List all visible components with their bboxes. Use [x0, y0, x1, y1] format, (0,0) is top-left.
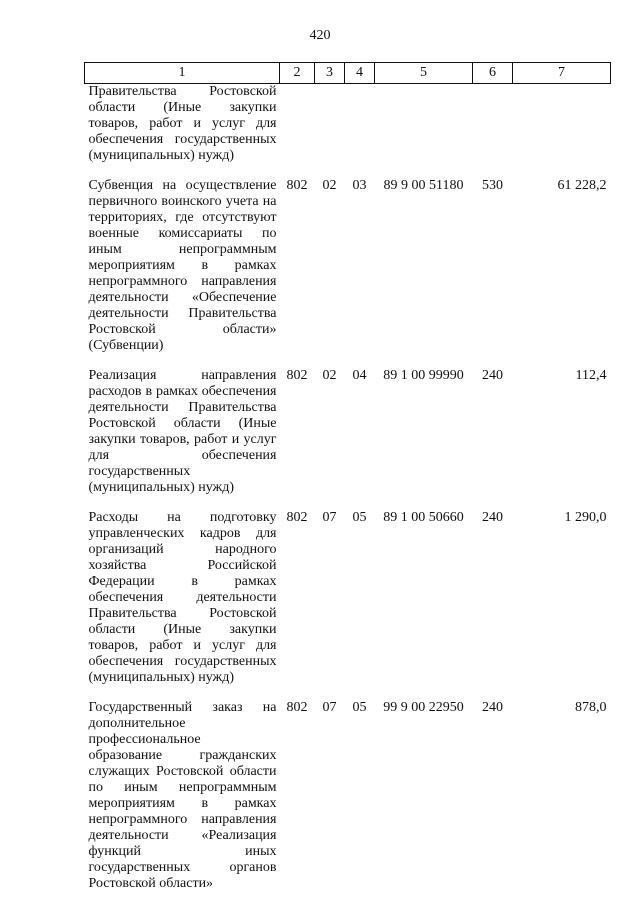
expense-type-code: 240: [482, 368, 503, 383]
table-row: [85, 178, 611, 368]
section-code: 07: [322, 510, 337, 525]
table-row: [85, 700, 611, 906]
budget-table: [84, 62, 611, 906]
expense-name: Реализация направления расходов в рамках обеспечения деятельности Правительства Ростовской области (Иные закупки товаров, работ и услуг для обеспечения государственных (муниципальных) нужд): [88, 368, 277, 495]
expense-name: Расходы на подготовку управленческих кадров для организаций народного хозяйства Российской Федерации в рамках обеспечения деятельности Правительства Ростовской области (Иные закупки товаров, работ и услуг для обеспечения государственных (муниципальных) нужд): [88, 510, 277, 685]
table-row-continuation: [85, 84, 611, 179]
column-header: 3: [315, 63, 345, 84]
column-header: 5: [375, 63, 473, 84]
table-row: [85, 510, 611, 700]
section-code: 02: [322, 178, 337, 193]
expense-name: Субвенция на осуществление первичного воинского учета на территориях, где отсутствуют военные комиссариаты по иным непрограммным мероприятиям в рамках непрограммного направления деятельности «Обеспечение деятельности Правительства Ростовской области» (Субвенции): [88, 178, 277, 353]
amount: 878,0: [575, 700, 607, 715]
subsection-code: 05: [352, 510, 367, 525]
target-article-code: 99 9 00 22950: [383, 700, 464, 715]
ministry-code: 802: [286, 700, 308, 715]
page-number: 420: [309, 28, 331, 43]
amount: 112,4: [575, 368, 607, 383]
ministry-code: 802: [286, 510, 308, 525]
column-header: 2: [280, 63, 315, 84]
expense-name: Государственный заказ на дополнительное профессиональное образование гражданских служащих Ростовской области по иным непрограммным мероприятиям в рамках непрограммного направления деятельности «Реализация функций иных государственных органов Ростовской области»: [88, 700, 277, 891]
column-header: 1: [85, 63, 280, 84]
expense-type-code: 240: [482, 700, 503, 715]
subsection-code: 04: [352, 368, 367, 383]
subsection-code: 03: [352, 178, 367, 193]
ministry-code: 802: [286, 178, 308, 193]
subsection-code: 05: [352, 700, 367, 715]
amount: 61 228,2: [557, 178, 607, 193]
column-header: 6: [473, 63, 513, 84]
expense-type-code: 530: [482, 178, 503, 193]
expense-type-code: 240: [482, 510, 503, 525]
section-code: 07: [322, 700, 337, 715]
table-header-row: [85, 63, 611, 84]
column-header: 4: [345, 63, 375, 84]
target-article-code: 89 1 00 99990: [383, 368, 464, 383]
target-article-code: 89 1 00 50660: [383, 510, 464, 525]
section-code: 02: [322, 368, 337, 383]
target-article-code: 89 9 00 51180: [383, 178, 464, 193]
column-header: 7: [513, 63, 611, 84]
table-row: [85, 368, 611, 510]
ministry-code: 802: [286, 368, 308, 383]
amount: 1 290,0: [564, 510, 607, 525]
continuation-text: Правительства Ростовской области (Иные закупки товаров, работ и услуг для обеспечения государственных (муниципальных) нужд): [88, 84, 277, 163]
